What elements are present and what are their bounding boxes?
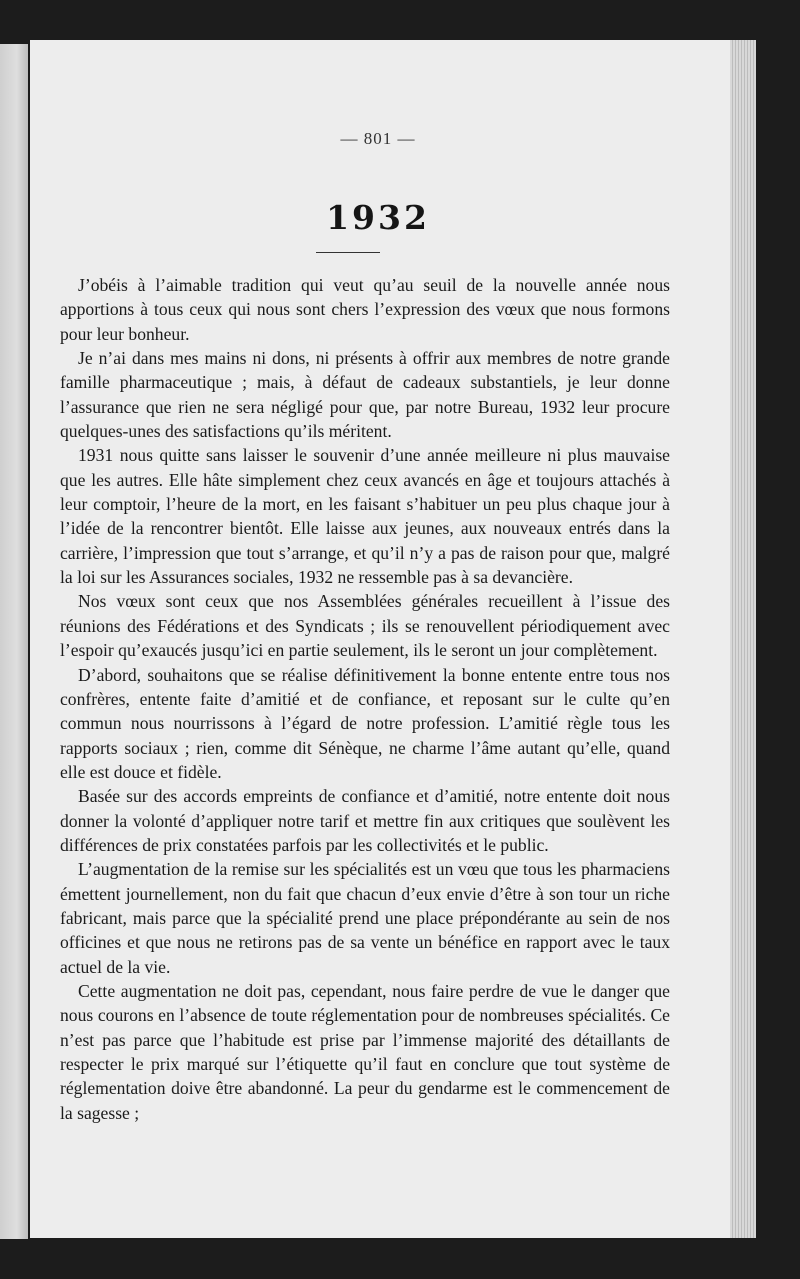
paragraph: Nos vœux sont ceux que nos Assemblées générales recueillent à l’issue des réunions des Fédérations et des Syndicats ; ils se renouvellent périodiquement avec l’espoir qu’exaucés jusqu’ici en partie seulement, ils le seront un jour complètement. [60,591,670,661]
facing-page-edge [0,44,28,1239]
paragraph: D’abord, souhaitons que se réalise définitivement la bonne entente entre tous nos confrères, entente faite d’amitié et de confiance, et reposant sur le culte qu’en commun nous nourrissons à l’égard de notre profession. L’amitié règle tous les rapports sociaux ; rien, comme dit Sénèque, ne charme l’âme autant qu’elle, quand elle est douce et fidèle. [60,664,670,782]
paragraph: Basée sur des accords empreints de confiance et d’amitié, notre entente doit nous donner la volonté d’appliquer notre tarif et mettre fin aux critiques que soulèvent les différences de prix constatées parfois par les collectivités et le public. [60,786,670,855]
paragraph: L’augmentation de la remise sur les spécialités est un vœu que tous les pharmaciens émettent journellement, non du fait que chacun d’eux envie d’être à son tour un riche fabricant, mais parce que la spécialité prend une place prépondérante au sein de nos officines et que nous ne retirons pas de sa vente un bénéfice en rapport avec le taux actuel de la vie. [60,859,670,977]
paragraph: 1931 nous quitte sans laisser le souvenir d’une année meilleure ni plus mauvaise que les autres. Elle hâte simplement chez ceux avancés en âge et toujours attachés à leur comptoir, l’heure de la mort, en les faisant s’habituer un peu plus chaque jour à l’idée de la rencontrer bientôt. Elle laisse aux jeunes, aux nouveaux entrés dans la carrière, l’impression que tout s’arrange, et qu’il n’y a pas de raison pour que, malgré la loi sur les Assurances sociales, 1932 ne ressemble pas à sa devancière. [60,445,670,588]
paragraph: Cette augmentation ne doit pas, cependant, nous faire perdre de vue le danger que nous courons en l’absence de toute réglementation pour de nombreuses spécialités. Ce n’est pas parce que l’habitude est prise par l’immense majorité des détaillants de respecter le prix marqué sur l’étiquette qu’il faut en conclure que tout système de réglementation doive être abandonné. La peur du gendarme est le commencement de la sagesse ; [60,980,670,1123]
title-divider [316,252,380,253]
paragraph: Je n’ai dans mes mains ni dons, ni présents à offrir aux membres de notre grande famille pharmaceutique ; mais, à défaut de cadeaux substantiels, je leur donne l’assurance que rien ne sera négligé pour que, par notre Bureau, 1932 leur procure quelques-unes des satisfactions qu’ils méritent. [60,348,670,442]
article-title: 1932 [326,198,430,237]
page-stack-edge [730,40,756,1238]
page-number: — 801 — [340,129,416,148]
article-body [60,273,670,1125]
document-page [30,40,756,1238]
paragraph: J’obéis à l’aimable tradition qui veut qu’au seuil de la nouvelle année nous apportions à tous ceux qui nous sont chers l’expression des vœux que nous formons pour leur bonheur. [60,275,670,344]
